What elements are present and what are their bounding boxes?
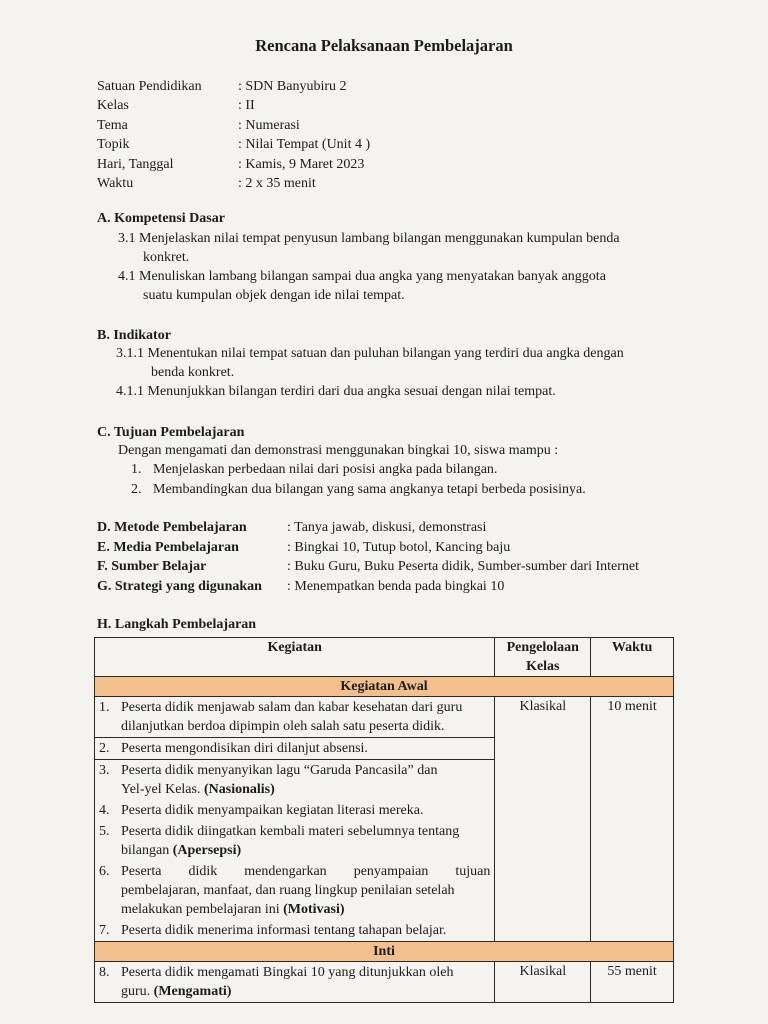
item-text: Peserta didik menjawab salam dan kabar kesehatan dari guru dilanjutkan berdoa dipimpin oleh salah satu peserta didik.: [121, 700, 463, 734]
steps-table: [94, 637, 674, 1003]
method-row: [97, 579, 504, 595]
info-row: [97, 96, 370, 115]
item-text: Peserta didik mendengarkan penyampaian tujuan pembelajaran, manfaat, dan ruang lingkup penilaian setelah melakukan pembelajaran ini (Motivasi): [121, 864, 491, 917]
col-waktu-header: Waktu: [591, 638, 674, 677]
col-pengelolaan-line: Kelas: [526, 659, 560, 674]
item-text: Peserta didik menyampaikan kegiatan literasi mereka.: [121, 803, 424, 818]
indikator-line: 3.1.1 Menentukan nilai tempat satuan dan puluhan bilangan yang terdiri dua angka dengan: [116, 346, 624, 361]
info-value: : 2 x 35 menit: [238, 175, 316, 191]
info-row: [97, 116, 370, 135]
info-row: [97, 135, 370, 154]
info-value: : Kamis, 9 Maret 2023: [238, 156, 365, 172]
method-value: : Menempatkan benda pada bingkai 10: [287, 579, 505, 594]
item-number: 2.: [99, 741, 110, 756]
info-label: Topik: [97, 137, 130, 153]
method-value: : Tanya jawab, diskusi, demonstrasi: [287, 520, 487, 535]
band-kegiatan-awal: Kegiatan Awal: [95, 677, 674, 697]
band-row: [95, 677, 674, 697]
info-value: : II: [238, 98, 255, 114]
method-label: E. Media Pembelajaran: [97, 540, 239, 555]
col-kegiatan-header: Kegiatan: [95, 638, 495, 677]
item-text: Peserta didik diingatkan kembali materi sebelumnya tentang bilangan (Apersepsi): [121, 824, 460, 858]
kd-line: suatu kumpulan objek dengan ide nilai tempat.: [143, 288, 405, 303]
method-value: : Buku Guru, Buku Peserta didik, Sumber-sumber dari Internet: [287, 559, 639, 574]
item-number: 7.: [99, 923, 110, 938]
method-row: [97, 559, 639, 575]
pengelolaan-cell: Klasikal: [495, 697, 591, 942]
info-value: : Numerasi: [238, 117, 300, 133]
item-text: Peserta didik menerima informasi tentang tahapan belajar.: [121, 923, 447, 938]
indikator-line: benda konkret.: [151, 365, 235, 380]
tujuan-intro: Dengan mengamati dan demonstrasi menggunakan bingkai 10, siswa mampu :: [118, 443, 559, 458]
section-a-heading: A. Kompetensi Dasar: [97, 211, 225, 226]
document-title: Rencana Pelaksanaan Pembelajaran: [255, 36, 513, 55]
col-pengelolaan-header: [495, 638, 591, 677]
kd-line: 4.1 Menuliskan lambang bilangan sampai dua angka yang menyatakan banyak anggota: [118, 269, 606, 284]
list-item: [95, 697, 494, 737]
waktu-cell: 10 menit: [591, 697, 674, 942]
list-item: [95, 920, 494, 941]
item-number: 4.: [99, 803, 110, 818]
list-item: [95, 962, 494, 1002]
info-label: Kelas: [97, 98, 129, 114]
kd-line: konkret.: [143, 250, 190, 265]
item-text: Peserta mengondisikan diri dilanjut absensi.: [121, 741, 368, 756]
tujuan-item: Menjelaskan perbedaan nilai dari posisi angka pada bilangan.: [153, 462, 498, 477]
list-item: [95, 759, 494, 800]
section-h-heading: H. Langkah Pembelajaran: [97, 617, 257, 632]
info-row: [97, 155, 370, 174]
item-number: 8.: [99, 965, 110, 980]
list-item: [95, 861, 494, 920]
kd-line: 3.1 Menjelaskan nilai tempat penyusun lambang bilangan menggunakan kumpulan benda: [118, 231, 620, 246]
method-label: D. Metode Pembelajaran: [97, 520, 247, 535]
table-row: [95, 697, 674, 942]
table-row: [95, 962, 674, 1003]
method-label: G. Strategi yang digunakan: [97, 579, 262, 594]
info-label: Waktu: [97, 175, 134, 191]
info-label: Tema: [97, 117, 128, 133]
item-number: 6.: [99, 864, 110, 879]
table-header-row: [95, 638, 674, 677]
list-item: [95, 737, 494, 759]
info-row: [97, 77, 370, 96]
list-item: [95, 821, 494, 861]
method-row: [97, 520, 486, 536]
info-value: : SDN Banyubiru 2: [238, 79, 347, 94]
method-value: : Bingkai 10, Tutup botol, Kancing baju: [287, 540, 511, 555]
info-label: Satuan Pendidikan: [97, 79, 202, 94]
section-b-heading: B. Indikator: [97, 328, 171, 343]
method-label: F. Sumber Belajar: [97, 559, 207, 574]
band-inti: Inti: [95, 942, 674, 962]
kegiatan-awal-cell: [95, 697, 495, 942]
item-number: 3.: [99, 763, 110, 778]
info-row: [97, 174, 370, 193]
list-item: [95, 800, 494, 821]
item-text: Peserta didik menyanyikan lagu “Garuda Pancasila” dan Yel-yel Kelas. (Nasionalis): [121, 763, 438, 797]
method-row: [97, 540, 510, 556]
col-pengelolaan-line: Pengelolaan: [506, 640, 579, 655]
item-text: Peserta didik mengamati Bingkai 10 yang ditunjukkan oleh guru. (Mengamati): [121, 965, 454, 999]
waktu-cell: 55 menit: [591, 962, 674, 1003]
band-row: [95, 942, 674, 962]
inti-cell: [95, 962, 495, 1003]
pengelolaan-cell: Klasikal: [495, 962, 591, 1003]
tujuan-number: 2.: [131, 482, 142, 497]
indikator-line: 4.1.1 Menunjukkan bilangan terdiri dari dua angka sesuai dengan nilai tempat.: [116, 384, 556, 399]
tujuan-item: Membandingkan dua bilangan yang sama angkanya tetapi berbeda posisinya.: [153, 482, 586, 497]
tujuan-number: 1.: [131, 462, 142, 477]
info-label: Hari, Tanggal: [97, 156, 174, 172]
section-c-heading: C. Tujuan Pembelajaran: [97, 425, 245, 440]
identity-info: [97, 77, 370, 193]
info-value: : Nilai Tempat (Unit 4 ): [238, 137, 371, 153]
item-number: 1.: [99, 700, 110, 715]
item-number: 5.: [99, 824, 110, 839]
